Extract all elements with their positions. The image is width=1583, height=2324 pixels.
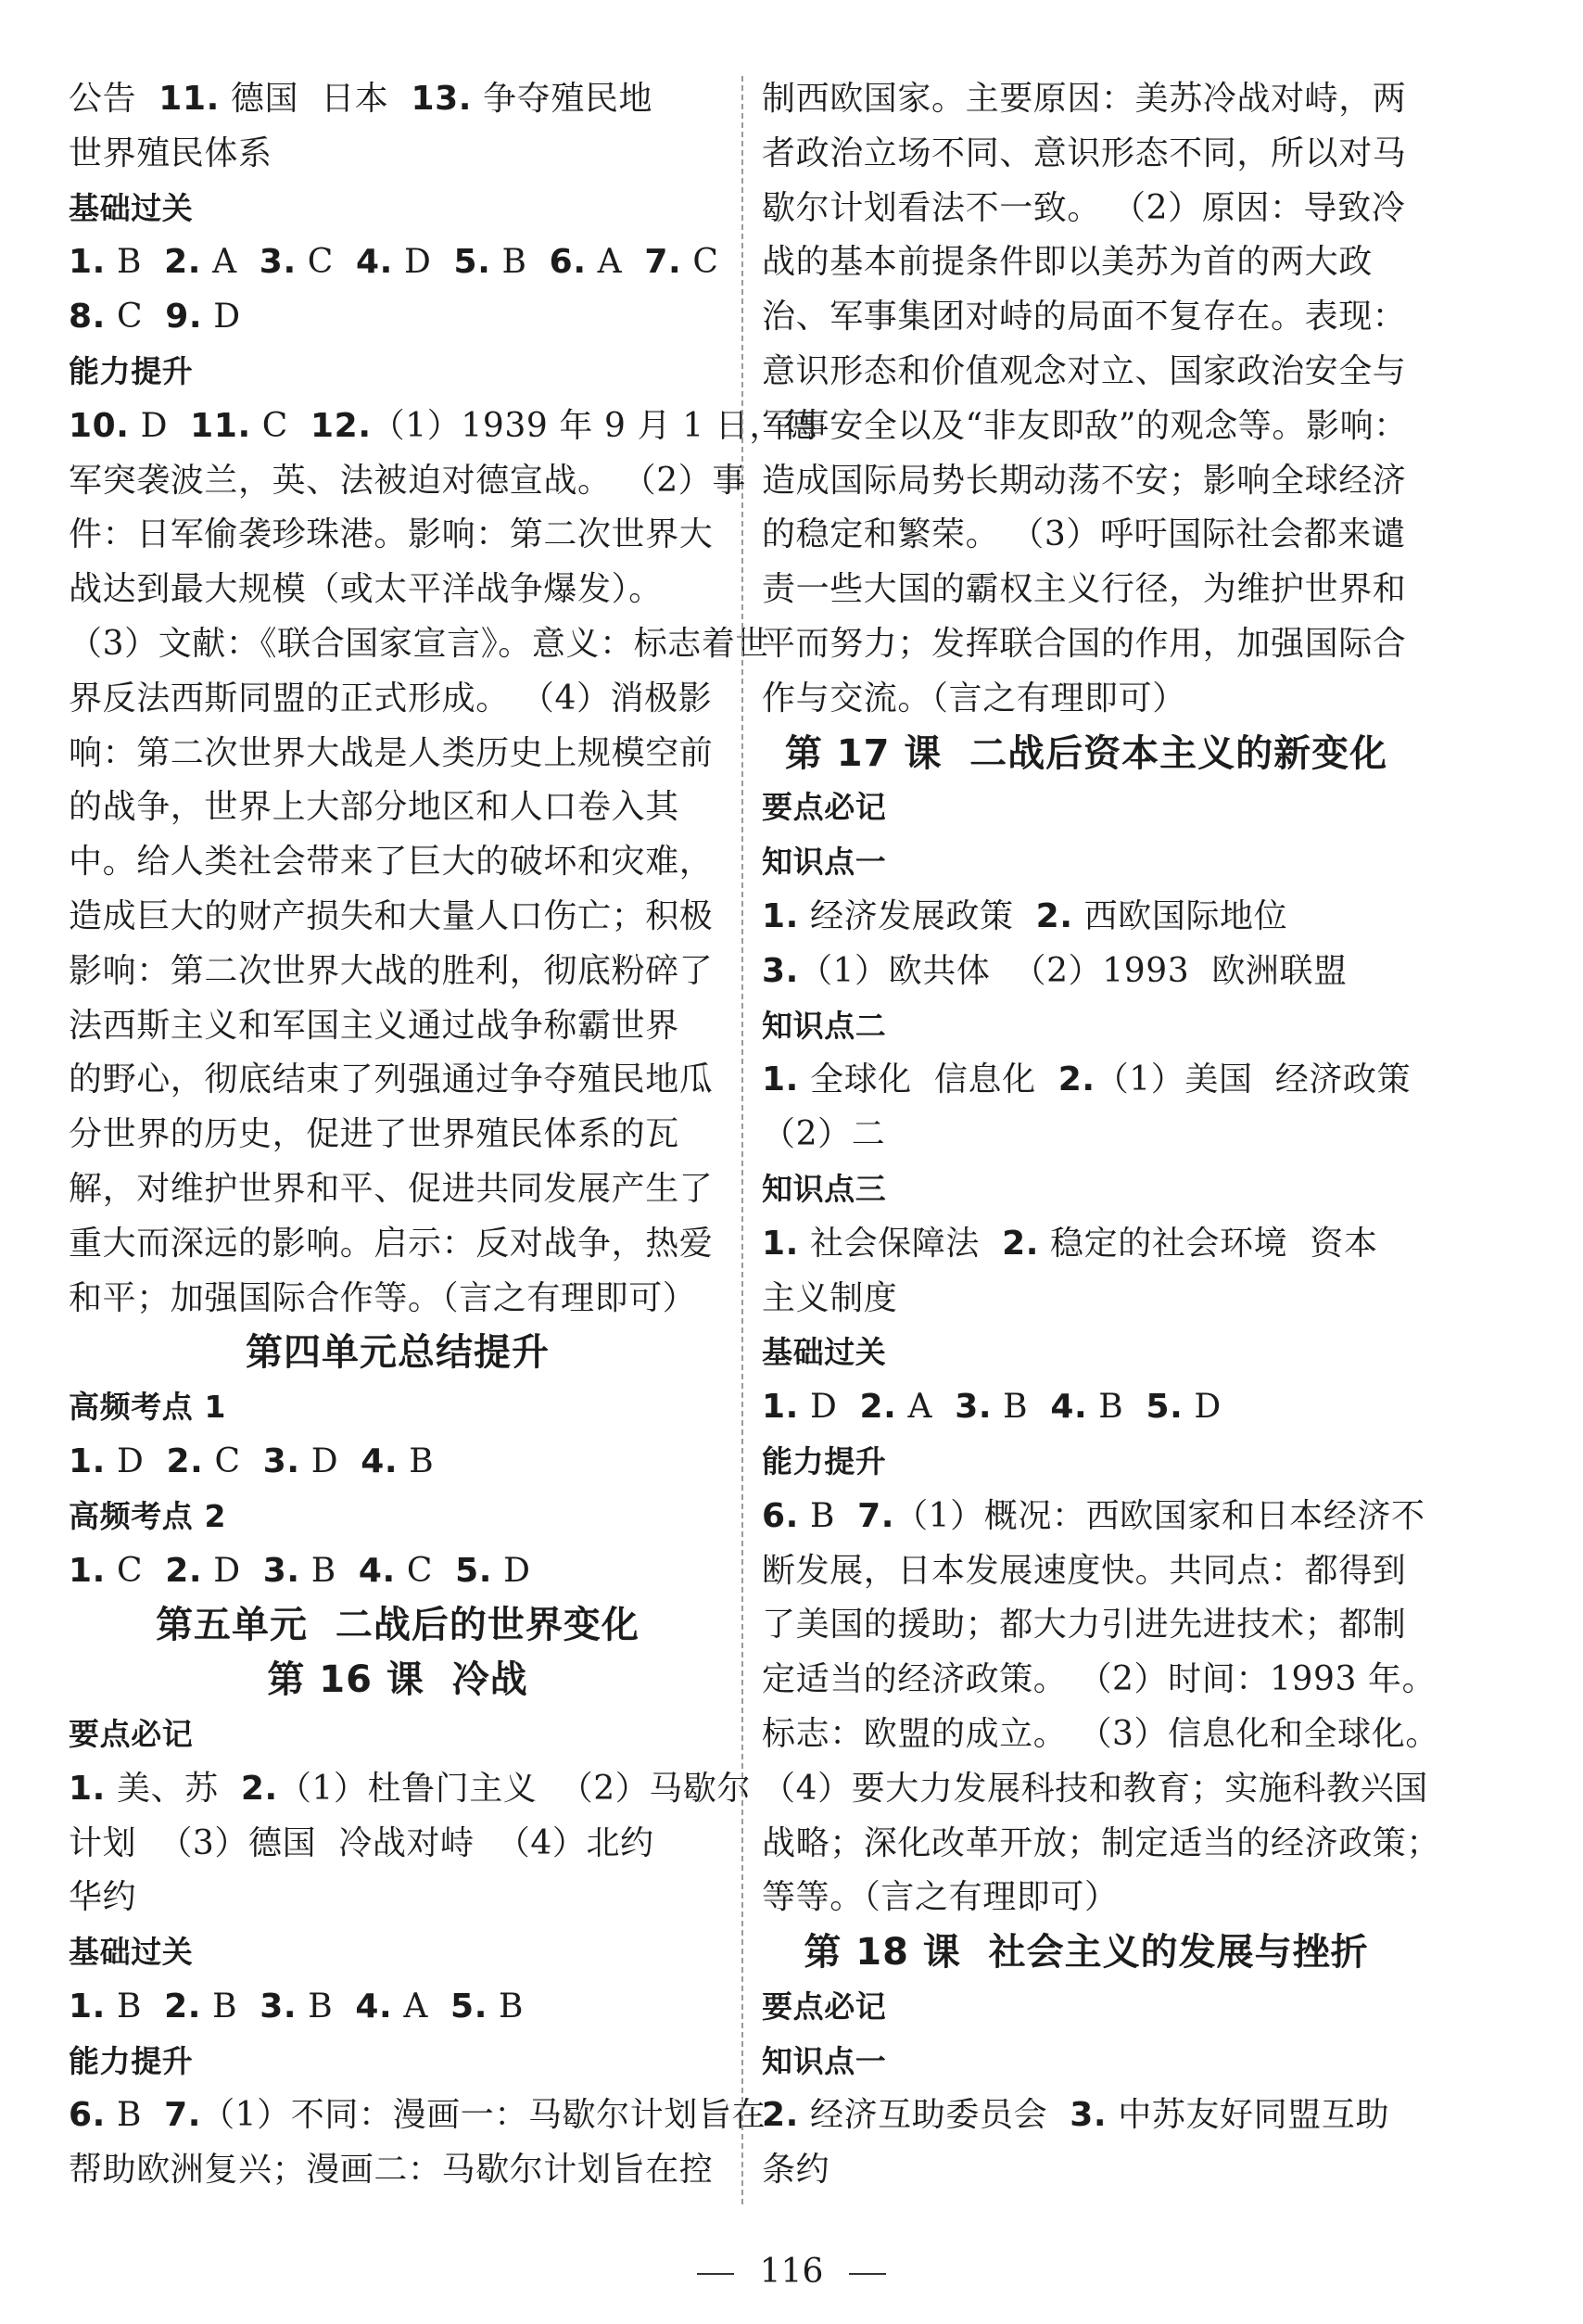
line-text: 全球化 信息化 <box>798 1060 1058 1099</box>
line-text: 治、军事集团对峙的局面不复存在。表现： <box>762 298 1407 337</box>
question-number: 8. <box>69 298 106 337</box>
text-line <box>762 290 1411 345</box>
question-number: 13. <box>411 80 473 118</box>
line-text: （1）概况：西欧国家和日本经济不 <box>894 1496 1425 1535</box>
text-line <box>762 1053 1411 1108</box>
question-number: 1. <box>762 1224 799 1263</box>
line-text: C <box>203 1441 263 1480</box>
question-number: 3. <box>262 1551 300 1590</box>
text-line <box>762 1653 1437 1708</box>
line-text: 等等。（言之有理即可） <box>762 1878 1119 1917</box>
question-number: 2. <box>166 1441 204 1480</box>
line-text: 条约 <box>762 2151 830 2190</box>
column-divider <box>741 76 743 2204</box>
section-heading: 能力提升 <box>69 352 194 389</box>
line-text: D <box>202 298 241 337</box>
section-heading: 基础过关 <box>69 189 194 226</box>
question-number: 4. <box>355 1987 393 2026</box>
line-text: 平而努力；发挥联合国的作用，加强国际合 <box>762 624 1407 663</box>
text-line <box>69 1272 727 1327</box>
question-number: 1. <box>762 1060 799 1099</box>
section-heading: 要点必记 <box>69 1715 194 1752</box>
question-number: 5. <box>1146 1388 1184 1427</box>
question-number: 5. <box>455 1551 493 1590</box>
line-text: B <box>798 1496 858 1535</box>
text-line <box>762 1762 1428 1817</box>
line-text: A <box>392 1987 451 2026</box>
section-heading: 高频考点 2 <box>69 1497 227 1534</box>
line-text: 计划 （3）德国 冷战对峙 （4）北约 <box>69 1823 654 1862</box>
line-text: D <box>202 1551 263 1590</box>
question-number: 2. <box>165 1551 203 1590</box>
line-text: 定适当的经济政策。 （2）时间：1993 年。 <box>762 1660 1437 1699</box>
line-text: 法西斯主义和军国主义通过战争称霸世界 <box>69 1006 679 1045</box>
text-line <box>762 454 1411 509</box>
question-number: 3. <box>955 1388 993 1427</box>
section-heading: 要点必记 <box>762 789 887 826</box>
section-heading: 能力提升 <box>762 1442 887 1479</box>
line-text: （1）美国 经济政策 <box>1095 1060 1412 1099</box>
line-text: B <box>1087 1388 1146 1427</box>
line-text: 世界殖民体系 <box>69 133 272 172</box>
line-text: 主义制度 <box>762 1278 898 1317</box>
line-text: B <box>105 243 165 282</box>
text-line <box>69 1544 727 1599</box>
line-text: A <box>201 243 260 282</box>
line-text: 军突袭波兰，英、法被迫对德宣战。 （2）事 <box>69 461 746 500</box>
question-number: 1. <box>762 896 799 935</box>
text-line <box>762 235 1411 290</box>
question-number: 12. <box>310 406 372 445</box>
line-text: 歇尔计划看法不一致。 （2）原因：导致冷 <box>762 188 1406 227</box>
question-number: 7. <box>164 2096 202 2135</box>
line-text: 战略；深化改革开放；制定适当的经济政策； <box>762 1823 1441 1862</box>
line-text: C <box>105 298 166 337</box>
text-line <box>762 508 1411 563</box>
text-line <box>69 835 727 890</box>
question-number: 3. <box>262 1441 300 1480</box>
text-line <box>69 727 727 781</box>
question-number: 4. <box>358 1551 396 1590</box>
line-text: C <box>681 243 719 282</box>
line-text: 了美国的援助；都大力引进先进技术；都制 <box>762 1606 1407 1645</box>
question-number: 3. <box>1070 2096 1108 2135</box>
text-line <box>69 563 727 617</box>
text-line <box>69 1817 727 1872</box>
text-line <box>69 617 770 672</box>
question-number: 2. <box>164 243 202 282</box>
section-title: 第 16 课 冷战 <box>267 1658 528 1702</box>
line-text: 华约 <box>69 1878 137 1917</box>
line-text: 制西欧国家。主要原因：美苏冷战对峙，两 <box>762 80 1407 118</box>
question-number: 1. <box>69 1551 106 1590</box>
question-number: 4. <box>1050 1388 1088 1427</box>
line-text: 造成国际局势长期动荡不安；影响全球经济 <box>762 461 1407 500</box>
question-number: 1. <box>762 1388 799 1427</box>
line-text: C <box>250 406 311 445</box>
line-text: 意识形态和价值观念对立、国家政治安全与 <box>762 351 1407 390</box>
text-line <box>762 1871 1411 1925</box>
text-line <box>69 127 727 182</box>
text-line <box>69 781 727 835</box>
page-footer <box>0 2253 1583 2291</box>
section-heading: 知识点一 <box>762 2042 887 2079</box>
line-text: 经济互助委员会 <box>798 2096 1070 2135</box>
text-line <box>69 290 727 345</box>
line-text: 标志：欧盟的成立。 （3）信息化和全球化。 <box>762 1714 1439 1753</box>
line-text: B <box>299 1551 359 1590</box>
section-heading: 基础过关 <box>762 1334 887 1371</box>
line-text: B <box>297 1987 356 2026</box>
text-line <box>762 617 1411 672</box>
text-line <box>762 1490 1425 1544</box>
line-text: D <box>129 406 191 445</box>
text-line <box>762 945 1411 999</box>
section-heading: 知识点三 <box>762 1170 887 1207</box>
question-number: 10. <box>69 406 130 445</box>
text-line <box>69 672 727 727</box>
line-text: 稳定的社会环境 资本 <box>1039 1224 1378 1263</box>
question-number: 2. <box>1002 1224 1040 1263</box>
question-number: 7. <box>857 1496 895 1535</box>
question-number: 11. <box>190 406 251 445</box>
question-number: 11. <box>158 80 220 118</box>
line-text: D <box>492 1551 531 1590</box>
line-text: （2）二 <box>762 1115 886 1154</box>
text-line <box>69 2089 766 2143</box>
text-line <box>762 1598 1411 1653</box>
line-text: C <box>395 1551 456 1590</box>
line-text: （1）1939 年 9 月 1 日，德 <box>371 406 817 445</box>
question-number: 2. <box>1057 1060 1095 1099</box>
line-text: 件：日军偷袭珍珠港。影响：第二次世界大 <box>69 515 714 554</box>
section-title: 第 17 课 二战后资本主义的新变化 <box>784 731 1388 775</box>
text-line <box>762 2089 1411 2143</box>
line-text: （1）杜鲁门主义 （2）马歇尔 <box>277 1769 752 1808</box>
text-line <box>69 999 727 1054</box>
text-line <box>762 1380 1411 1435</box>
section-heading: 高频考点 1 <box>69 1389 227 1426</box>
line-text: 断发展，日本发展速度快。共同点：都得到 <box>762 1551 1407 1590</box>
text-line <box>69 2143 727 2198</box>
question-number: 2. <box>164 1987 202 2026</box>
text-line <box>762 182 1411 236</box>
line-text: 公告 <box>69 80 159 118</box>
line-text: B <box>992 1388 1051 1427</box>
text-line <box>69 1980 727 2035</box>
section-heading: 知识点一 <box>762 844 887 881</box>
line-text: （3）文献：《联合国家宣言》。意义：标志着世 <box>69 624 770 663</box>
right-column <box>762 72 1441 2198</box>
text-line <box>69 1762 752 1817</box>
question-number: 6. <box>69 2096 106 2135</box>
line-text: B <box>398 1441 435 1480</box>
footer-dash-left <box>697 2273 734 2275</box>
text-line <box>762 1272 1411 1327</box>
text-line <box>762 672 1411 727</box>
line-text: 作与交流。（言之有理即可） <box>762 679 1186 718</box>
line-text: D <box>105 1441 167 1480</box>
question-number: 3. <box>762 951 799 990</box>
text-line <box>69 508 727 563</box>
text-line <box>69 1435 727 1490</box>
line-text: 军事安全以及“非友即敌”的观念等。影响： <box>762 406 1408 445</box>
line-text: （1）不同：漫画一：马歇尔计划旨在 <box>201 2096 766 2135</box>
line-text: 德国 日本 <box>219 80 412 118</box>
text-line <box>762 400 1411 454</box>
question-number: 1. <box>69 1441 106 1480</box>
line-text: B <box>105 2096 165 2135</box>
section-heading: 知识点二 <box>762 1007 887 1044</box>
section-title: 第 18 课 社会主义的发展与挫折 <box>804 1931 1369 1975</box>
text-line <box>762 1708 1439 1762</box>
text-line <box>69 945 727 999</box>
line-text: 重大而深远的影响。启示：反对战争，热爱 <box>69 1224 714 1263</box>
line-text: 界反法西斯同盟的正式形成。 （4）消极影 <box>69 679 713 718</box>
section-heading: 基础过关 <box>69 1934 194 1971</box>
line-text: 影响：第二次世界大战的胜利，彻底粉碎了 <box>69 951 714 990</box>
line-text: 响：第二次世界大战是人类历史上规模空前 <box>69 733 714 772</box>
line-text: 争夺殖民地 <box>472 80 653 118</box>
line-text: B <box>105 1987 165 2026</box>
line-text: B <box>201 1987 260 2026</box>
text-line <box>69 1217 727 1272</box>
question-number: 6. <box>762 1496 799 1535</box>
line-text: D <box>798 1388 860 1427</box>
text-line <box>69 454 746 509</box>
question-number: 1. <box>69 1987 106 2026</box>
line-text: 责一些大国的霸权主义行径，为维护世界和 <box>762 570 1407 609</box>
line-text: 的稳定和繁荣。 （3）呼吁国际社会都来谴 <box>762 515 1406 554</box>
line-text: 经济发展政策 <box>798 896 1036 935</box>
line-text: 美、苏 <box>105 1769 241 1808</box>
question-number: 2. <box>1035 896 1073 935</box>
line-text: 战达到最大规模（或太平洋战争爆发）。 <box>69 570 663 609</box>
line-text: B <box>487 1987 525 2026</box>
line-text: 解，对维护世界和平、促进共同发展产生了 <box>69 1169 714 1208</box>
line-text: B <box>490 243 550 282</box>
question-number: 4. <box>356 243 393 282</box>
text-line <box>762 1817 1441 1872</box>
question-number: 3. <box>260 1987 298 2026</box>
line-text: A <box>586 243 645 282</box>
line-text: （4）要大力发展科技和教育；实施科教兴国 <box>762 1769 1428 1808</box>
line-text: 西欧国际地位 <box>1072 896 1288 935</box>
text-line <box>69 400 817 454</box>
question-number: 6. <box>549 243 587 282</box>
question-number: 2. <box>762 2096 799 2135</box>
footer-dash-right <box>849 2273 886 2275</box>
question-number: 5. <box>450 1987 488 2026</box>
text-line <box>762 72 1411 127</box>
question-number: 9. <box>165 298 203 337</box>
line-text: D <box>1183 1388 1222 1427</box>
text-line <box>69 72 727 127</box>
text-line <box>762 127 1411 182</box>
question-number: 7. <box>644 243 682 282</box>
section-title: 第四单元总结提升 <box>246 1331 550 1375</box>
line-text: C <box>296 243 357 282</box>
question-number: 5. <box>453 243 491 282</box>
text-line <box>69 235 727 290</box>
line-text: 的野心，彻底结束了列强通过争夺殖民地瓜 <box>69 1060 714 1099</box>
line-text: A <box>896 1388 956 1427</box>
line-text: D <box>392 243 454 282</box>
page-number: 116 <box>759 2253 824 2291</box>
line-text: 中。给人类社会带来了巨大的破坏和灾难， <box>69 843 714 882</box>
line-text: 分世界的历史，促进了世界殖民体系的瓦 <box>69 1115 679 1154</box>
question-number: 3. <box>259 243 297 282</box>
text-line <box>69 1108 727 1162</box>
line-text: D <box>299 1441 361 1480</box>
text-line <box>762 1108 1411 1162</box>
text-line <box>69 1053 727 1108</box>
line-text: （1）欧共体 （2）1993 欧洲联盟 <box>798 951 1348 990</box>
section-title: 第五单元 二战后的世界变化 <box>156 1604 640 1647</box>
section-heading: 要点必记 <box>762 1987 887 2025</box>
text-line <box>69 1162 727 1217</box>
question-number: 4. <box>361 1441 399 1480</box>
line-text: 社会保障法 <box>798 1224 1003 1263</box>
section-heading: 能力提升 <box>69 2042 194 2079</box>
question-number: 1. <box>69 243 106 282</box>
line-text: 造成巨大的财产损失和大量人口伤亡；积极 <box>69 896 714 935</box>
text-line <box>762 1544 1411 1599</box>
line-text: C <box>105 1551 166 1590</box>
text-line <box>762 2143 1411 2198</box>
line-text: 帮助欧洲复兴；漫画二：马歇尔计划旨在控 <box>69 2151 714 2190</box>
line-text: 的战争，世界上大部分地区和人口卷入其 <box>69 788 679 827</box>
text-line <box>69 890 727 945</box>
text-line <box>762 890 1411 945</box>
text-line <box>762 563 1411 617</box>
text-line <box>69 1871 727 1925</box>
line-text: 战的基本前提条件即以美苏为首的两大政 <box>762 243 1373 282</box>
question-number: 2. <box>240 1769 278 1808</box>
line-text: 和平；加强国际合作等。（言之有理即可） <box>69 1278 697 1317</box>
line-text: 中苏友好同盟互助 <box>1107 2096 1390 2135</box>
question-number: 1. <box>69 1769 106 1808</box>
line-text: 者政治立场不同、意识形态不同，所以对马 <box>762 133 1407 172</box>
question-number: 2. <box>859 1388 897 1427</box>
text-line <box>762 1217 1411 1272</box>
text-line <box>762 345 1411 400</box>
